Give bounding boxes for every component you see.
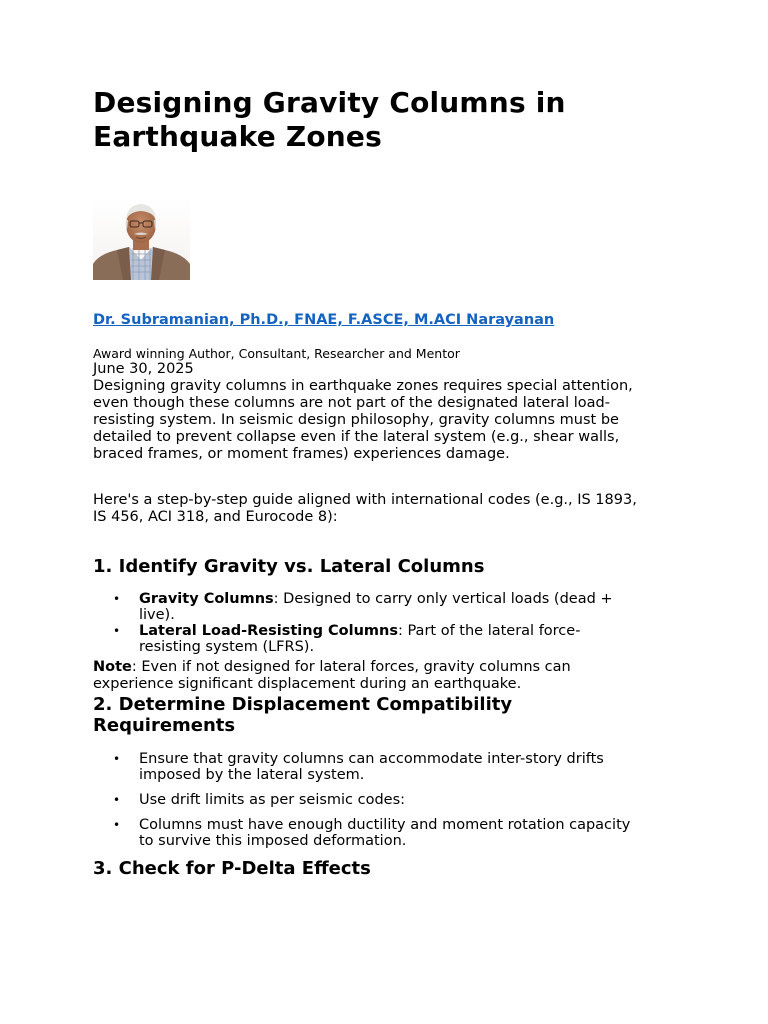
guide-paragraph xyxy=(93,492,683,526)
list-item-text: resisting system (LFRS). xyxy=(139,639,315,655)
section-heading-1: 1. Identify Gravity vs. Lateral Columns xyxy=(93,556,485,577)
list-item-term: Lateral Load-Resisting Columns xyxy=(139,623,398,639)
intro-line: braced frames, or moment frames) experiences damage. xyxy=(93,446,510,462)
list-item-text: : Designed to carry only vertical loads (dead + xyxy=(273,591,613,607)
list-item-text: Ensure that gravity columns can accommodate inter-story drifts xyxy=(139,751,604,767)
list-item-text: imposed by the lateral system. xyxy=(139,767,365,783)
list-item xyxy=(93,591,683,623)
list-item-text: Use drift limits as per seismic codes: xyxy=(139,792,406,808)
section-heading-3: 3. Check for P-Delta Effects xyxy=(93,858,371,879)
list-item-text: Columns must have enough ductility and moment rotation capacity xyxy=(139,817,631,833)
list-item-text: to survive this imposed deformation. xyxy=(139,833,407,849)
list-item xyxy=(93,817,683,849)
section-heading-2 xyxy=(93,694,683,736)
intro-line: resisting system. In seismic design philosophy, gravity columns must be xyxy=(93,412,619,428)
note-label: Note xyxy=(93,659,132,675)
list-item xyxy=(93,792,683,808)
bullet: • xyxy=(113,818,121,832)
bullet: • xyxy=(113,592,121,606)
guide-line: IS 456, ACI 318, and Eurocode 8): xyxy=(93,509,338,525)
page-title xyxy=(93,86,683,154)
list-item xyxy=(93,623,683,655)
note-text: : Even if not designed for lateral forces, gravity columns can xyxy=(131,659,571,675)
title-line-1: Designing Gravity Columns in xyxy=(93,86,566,119)
guide-line: Here's a step-by-step guide aligned with international codes (e.g., IS 1893, xyxy=(93,492,637,508)
heading-line: Requirements xyxy=(93,715,236,736)
displacement-list xyxy=(93,751,683,858)
list-item-text: : Part of the lateral force- xyxy=(397,623,581,639)
note-paragraph xyxy=(93,659,683,693)
list-item-text: live). xyxy=(139,607,175,623)
author-headshot-image xyxy=(93,198,190,280)
list-item xyxy=(93,751,683,783)
list-item-term: Gravity Columns xyxy=(139,591,274,607)
bullet: • xyxy=(113,793,121,807)
column-types-list xyxy=(93,591,683,655)
bullet: • xyxy=(113,752,121,766)
bullet: • xyxy=(113,624,121,638)
intro-line: detailed to prevent collapse even if the lateral system (e.g., shear walls, xyxy=(93,429,620,445)
heading-line: 2. Determine Displacement Compatibility xyxy=(93,694,513,715)
publish-date: June 30, 2025 xyxy=(93,361,194,377)
intro-paragraph xyxy=(93,378,683,463)
note-text: experience significant displacement during an earthquake. xyxy=(93,676,522,692)
title-line-2: Earthquake Zones xyxy=(93,120,382,153)
intro-line: even though these columns are not part of the designated lateral load- xyxy=(93,395,610,411)
intro-line: Designing gravity columns in earthquake zones requires special attention, xyxy=(93,378,633,394)
author-link[interactable]: Dr. Subramanian, Ph.D., FNAE, F.ASCE, M.ACI Narayanan xyxy=(93,312,555,328)
author-tagline: Award winning Author, Consultant, Researcher and Mentor xyxy=(93,346,460,361)
